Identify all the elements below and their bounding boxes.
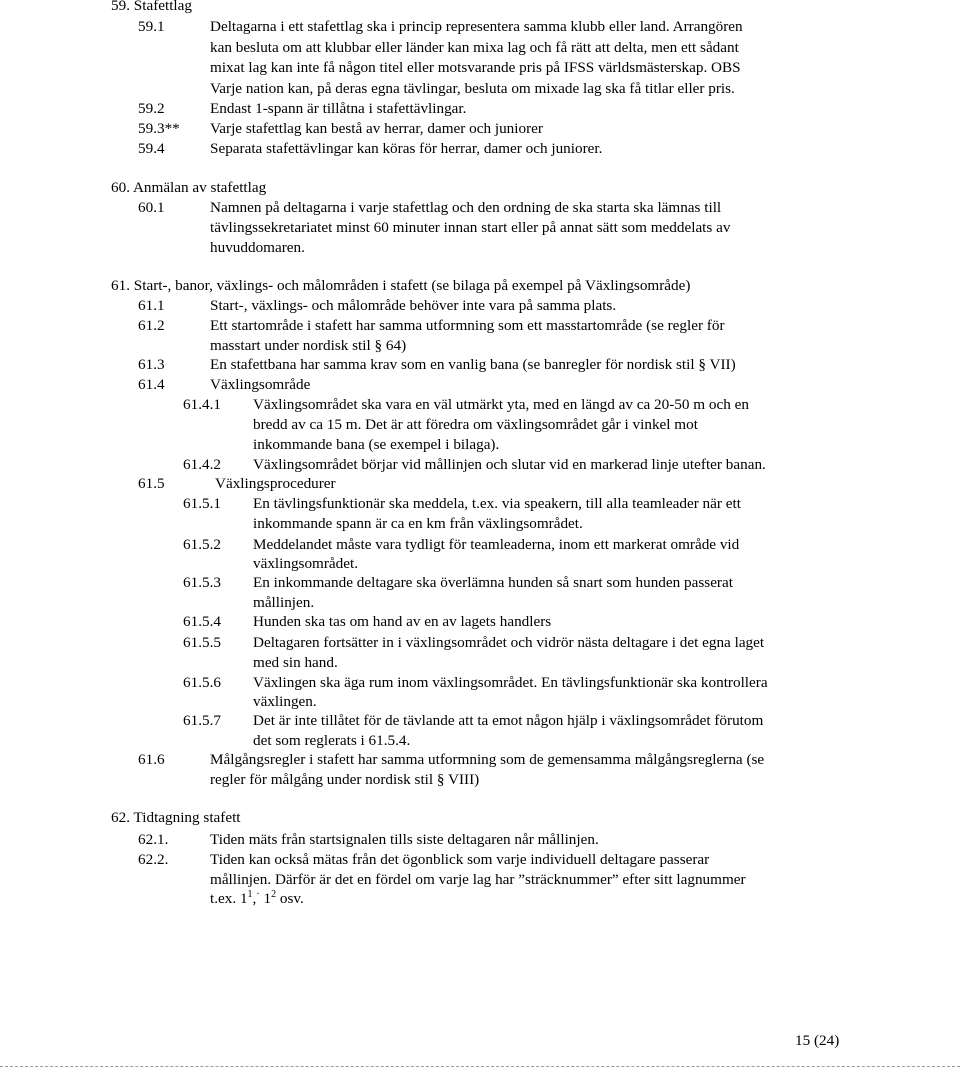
clause-number: 59.1 <box>138 18 165 35</box>
clause-text: Växlingen ska äga rum inom växlingsområdet. En tävlingsfunktionär ska kontrollera <box>253 674 768 691</box>
clause-number: 61.5.4 <box>183 613 221 630</box>
clause-number: 61.5.6 <box>183 674 221 691</box>
clause-text: med sin hand. <box>253 654 338 671</box>
clause-text: En inkommande deltagare ska överlämna hunden så snart som hunden passerat <box>253 574 733 591</box>
example-middle: 1 <box>259 890 272 907</box>
section-61-heading: 61. Start-, banor, växlings- och målområden i stafett (se bilaga på exempel på Växlingsområde) <box>111 277 691 294</box>
clause-number: 59.2 <box>138 100 165 117</box>
clause-text: Endast 1-spann är tillåtna i stafettävlingar. <box>210 100 467 117</box>
clause-text: inkommande spann är ca en km från växlingsområdet. <box>253 515 583 532</box>
clause-text: Målgångsregler i stafett har samma utformning som de gemensamma målgångsreglerna (se <box>210 751 765 768</box>
clause-text: Varje nation kan, på deras egna tävlingar, besluta om mixade lag ska få titlar eller pris. <box>210 80 735 97</box>
clause-number: 61.5 <box>138 475 165 492</box>
clause-text: Växlingsområde <box>210 376 311 393</box>
clause-text: Separata stafettävlingar kan köras för herrar, damer och juniorer. <box>210 140 603 157</box>
clause-number: 62.2. <box>138 851 169 868</box>
clause-number: 59.3** <box>138 120 180 137</box>
clause-text: Meddelandet måste vara tydligt för teamleaderna, inom ett markerat område vid <box>253 536 740 553</box>
section-62-heading: 62. Tidtagning stafett <box>111 809 241 826</box>
clause-number: 61.5.1 <box>183 495 221 512</box>
clause-text: Ett startområde i stafett har samma utformning som ett masstartområde (se regler för <box>210 317 725 334</box>
clause-text: huvuddomaren. <box>210 239 305 256</box>
clause-text: Varje stafettlag kan bestå av herrar, damer och juniorer <box>210 120 543 137</box>
clause-text: regler för målgång under nordisk stil § VIII) <box>210 771 480 788</box>
superscript: 2 <box>271 889 277 900</box>
footer-divider <box>0 1066 960 1067</box>
clause-text: bredd av ca 15 m. Det är att föredra om växlingsområdet går i vinkel mot <box>253 416 698 433</box>
clause-text: Växlingsområdet börjar vid mållinjen och slutar vid en markerad linje utefter banan. <box>253 456 766 473</box>
clause-number: 61.6 <box>138 751 165 768</box>
clause-number: 61.5.3 <box>183 574 221 591</box>
clause-text: tävlingssekretariatet minst 60 minuter innan start eller på annat sätt som meddelats av <box>210 219 731 236</box>
clause-number: 61.4.1 <box>183 396 221 413</box>
clause-text: det som reglerats i 61.5.4. <box>253 732 411 749</box>
clause-text: Namnen på deltagarna i varje stafettlag och den ordning de ska starta ska lämnas till <box>210 199 722 216</box>
clause-text-example <box>210 889 304 909</box>
example-prefix: t.ex. 1 <box>210 890 248 907</box>
clause-number: 59.4 <box>138 140 165 157</box>
clause-number: 62.1. <box>138 831 169 848</box>
section-60-heading: 60. Anmälan av stafettlag <box>111 179 267 196</box>
superscript: · <box>256 889 260 900</box>
clause-number: 61.3 <box>138 356 165 373</box>
clause-text: mållinjen. <box>253 594 315 611</box>
clause-number: 61.4.2 <box>183 456 221 473</box>
clause-text: Start-, växlings- och målområde behöver inte vara på samma plats. <box>210 297 617 314</box>
clause-number: 61.5.2 <box>183 536 221 553</box>
clause-text: kan besluta om att klubbar eller länder kan mixa lag och få rätt att delta, men ett sådant <box>210 39 739 56</box>
clause-text: En tävlingsfunktionär ska meddela, t.ex. via speakern, till alla teamleader när ett <box>253 495 741 512</box>
example-suffix: osv. <box>276 890 304 907</box>
page-number: 15 (24) <box>795 1032 840 1049</box>
clause-text: Tiden mäts från startsignalen tills siste deltagaren når mållinjen. <box>210 831 599 848</box>
superscript: 1 <box>247 889 253 900</box>
clause-number: 61.5.5 <box>183 634 221 651</box>
clause-text: Tiden kan också mätas från det ögonblick som varje individuell deltagare passerar <box>210 851 710 868</box>
clause-text: En stafettbana har samma krav som en vanlig bana (se banregler för nordisk stil § VII) <box>210 356 736 373</box>
clause-text: masstart under nordisk stil § 64) <box>210 337 407 354</box>
example-separator: , <box>252 890 257 907</box>
clause-number: 60.1 <box>138 199 165 216</box>
clause-text: Växlingsområdet ska vara en väl utmärkt yta, med en längd av ca 20-50 m och en <box>253 396 749 413</box>
section-59-heading: 59. Stafettlag <box>111 0 192 14</box>
clause-number: 61.5.7 <box>183 712 221 729</box>
clause-number: 61.1 <box>138 297 165 314</box>
clause-number: 61.4 <box>138 376 165 393</box>
clause-text: mixat lag kan inte få någon titel eller motsvarande pris på IFSS världsmästerskap. OBS <box>210 59 741 76</box>
clause-text: inkommande bana (se exempel i bilaga). <box>253 436 500 453</box>
clause-text: växlingen. <box>253 693 317 710</box>
clause-text: mållinjen. Därför är det en fördel om varje lag har ”sträcknummer” efter sitt lagnummer <box>210 871 746 888</box>
clause-number: 61.2 <box>138 317 165 334</box>
clause-text: Hunden ska tas om hand av en av lagets handlers <box>253 613 552 630</box>
clause-text: Deltagaren fortsätter in i växlingsområdet och vidrör nästa deltagare i det egna laget <box>253 634 765 651</box>
clause-text: Växlingsprocedurer <box>215 475 336 492</box>
clause-text: Deltagarna i ett stafettlag ska i princip representera samma klubb eller land. Arrangören <box>210 18 743 35</box>
clause-text: Det är inte tillåtet för de tävlande att ta emot någon hjälp i växlingsområdet förutom <box>253 712 764 729</box>
clause-text: växlingsområdet. <box>253 555 359 572</box>
